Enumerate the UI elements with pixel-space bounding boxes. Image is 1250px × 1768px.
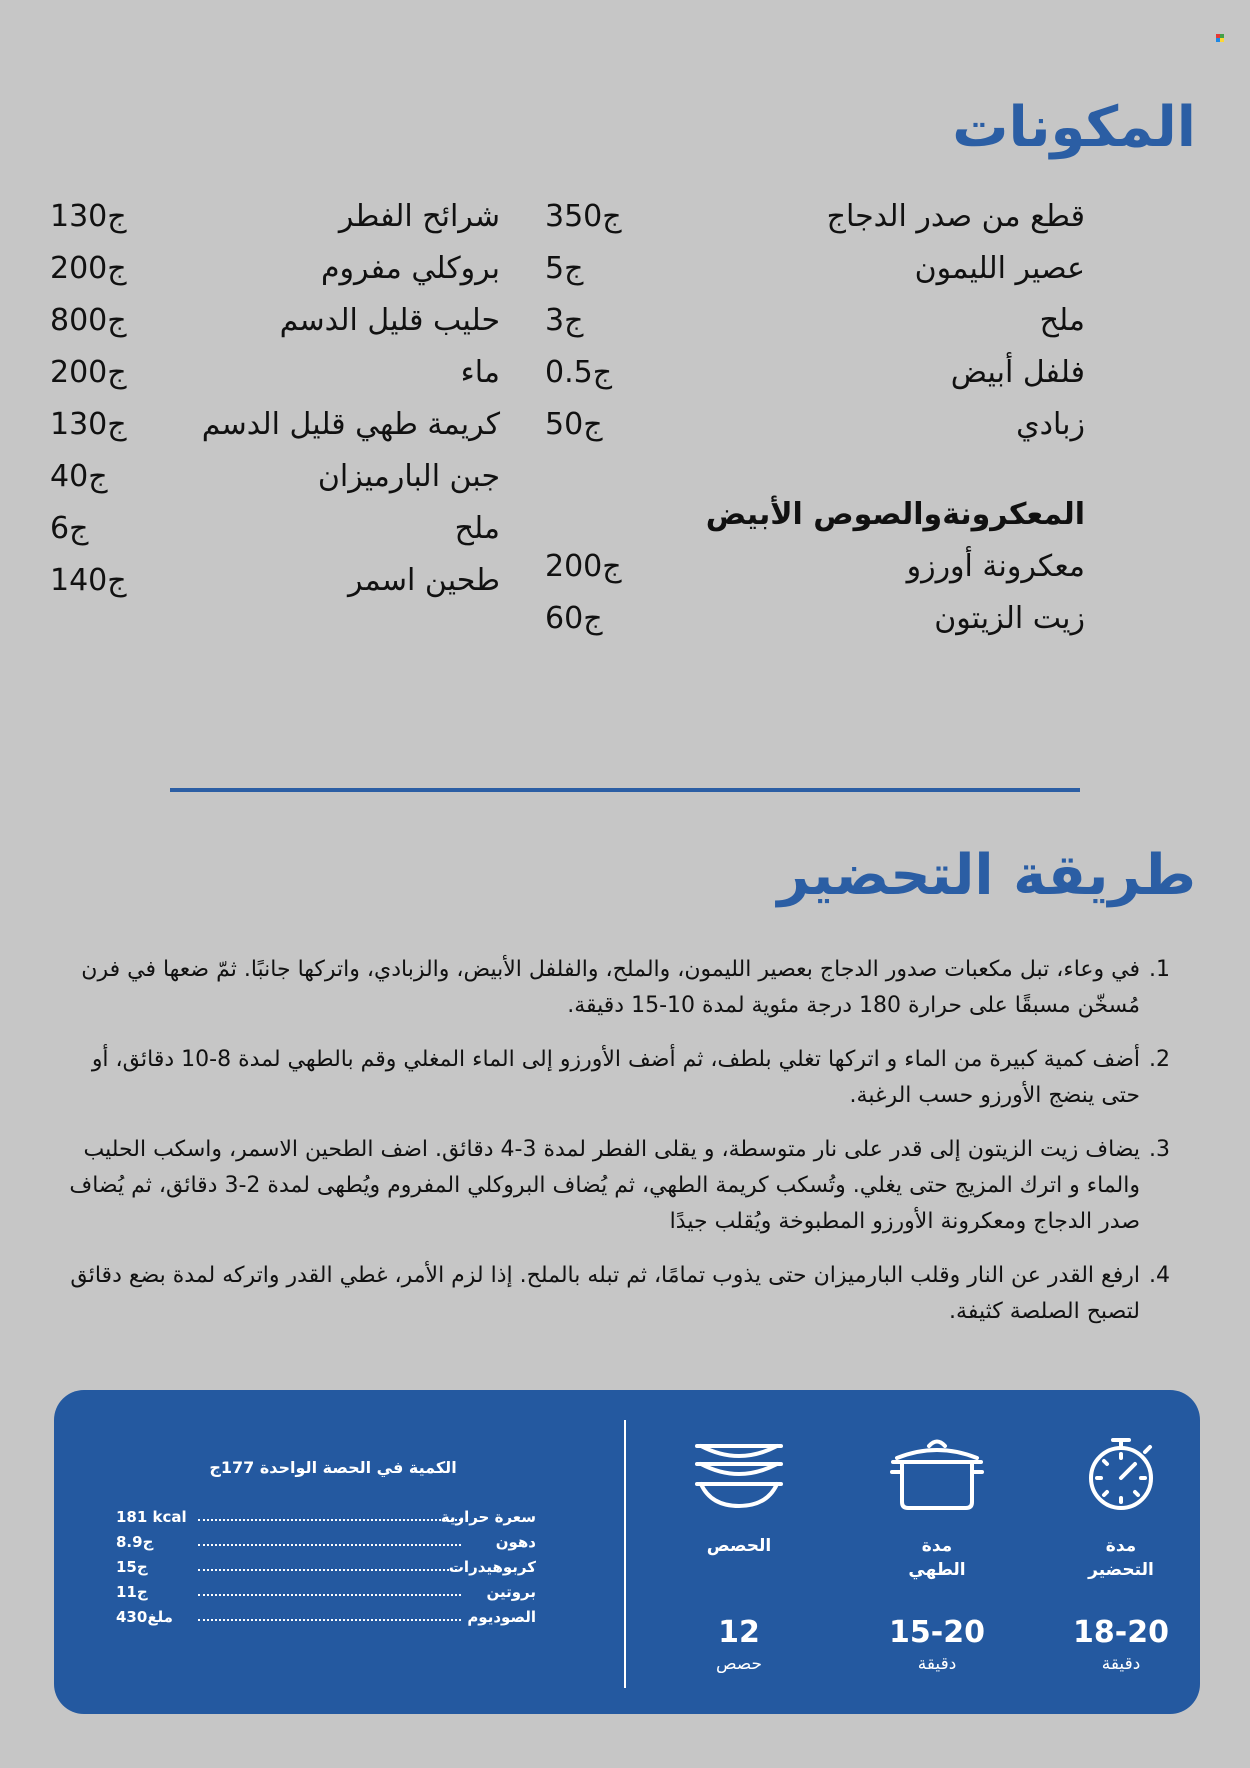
ingredient-name: معكرونة أورزو	[906, 549, 1085, 584]
section-divider	[170, 788, 1080, 792]
ingredient-qty: 200ج	[50, 355, 127, 390]
ingredient-qty: 60ج	[545, 601, 603, 636]
ingredient-qty: 350ج	[545, 199, 622, 234]
nutrition-label: دهون	[495, 1533, 536, 1551]
ingredient-name: حليب قليل الدسم	[279, 303, 500, 338]
nutrition-value: 430ملغ	[116, 1608, 173, 1626]
nutrition-panel	[54, 1390, 1200, 1714]
stat-label-line: مدة	[1105, 1536, 1137, 1556]
step-number: 4.	[1149, 1263, 1170, 1288]
ingredient-qty: 140ج	[50, 563, 127, 598]
ingredient-row	[50, 354, 500, 406]
preparation-step	[60, 1042, 1170, 1114]
stat-servings	[674, 1432, 804, 1676]
nutrition-row	[116, 1533, 536, 1557]
ingredient-name: طحين اسمر	[347, 563, 500, 598]
dotted-leader	[198, 1594, 461, 1596]
ingredient-subheading-row	[545, 496, 1085, 548]
ingredient-qty: 130ج	[50, 199, 127, 234]
ingredient-row	[50, 562, 500, 614]
step-text: يضاف زيت الزيتون إلى قدر على نار متوسطة، و يقلى الفطر لمدة 3-4 دقائق. اضف الطحين الاسمر، واسكب الحليب والماء و اترك المزيج حتى يغلي. وتُسكب كريمة الطهي، ثم يُضاف البروكلي المفروم ويُطهى لمدة 2-3 دقائق، ثم يُضاف صدر الدجاج ومعكرونة الأورزو المطبوخة ويُقلب جيدًا	[69, 1137, 1140, 1234]
preparation-steps	[60, 952, 1170, 1348]
ingredient-qty: 130ج	[50, 407, 127, 442]
serving-size: الكمية في الحصة الواحدة 177ج	[209, 1458, 457, 1477]
nutrition-row	[116, 1583, 536, 1607]
ingredients-right-column	[545, 198, 1085, 652]
ingredient-row	[50, 198, 500, 250]
ingredient-name: ماء	[460, 355, 500, 390]
ingredient-qty: 0.5ج	[545, 355, 613, 390]
ingredient-row	[545, 302, 1085, 354]
dotted-leader	[198, 1619, 461, 1621]
stacked-plates-icon	[689, 1432, 789, 1514]
stat-prep-time	[1056, 1432, 1186, 1676]
ingredient-row	[545, 548, 1085, 600]
stat-cook-time	[872, 1432, 1002, 1676]
preparation-step	[60, 1132, 1170, 1240]
ingredient-qty: 200ج	[50, 251, 127, 286]
stat-label-line: الحصص	[706, 1536, 772, 1556]
nutrition-row	[116, 1608, 536, 1632]
nutrition-row	[116, 1558, 536, 1582]
nutrition-label: كربوهيدرات	[448, 1558, 536, 1576]
ingredient-qty: 40ج	[50, 459, 108, 494]
ingredients-left-column	[50, 198, 500, 614]
nutrition-value: 8.9ج	[116, 1533, 154, 1551]
nutrition-label: بروتين	[486, 1583, 536, 1601]
ingredient-spacer	[545, 458, 1085, 496]
ingredient-qty: 6ج	[50, 511, 89, 546]
ingredient-qty: 5ج	[545, 251, 584, 286]
ingredient-row	[50, 458, 500, 510]
step-text: أضف كمية كبيرة من الماء و اتركها تغلي بلطف، ثم أضف الأورزو إلى الماء المغلي وقم بالطهي لمدة 8-10 دقائق، أو حتى ينضج الأورزو حسب الرغبة.	[91, 1047, 1140, 1108]
stat-value: 18-20	[1073, 1615, 1169, 1650]
nutrition-value: 11ج	[116, 1583, 148, 1601]
stopwatch-icon	[1081, 1432, 1161, 1514]
ingredient-name: ملح	[1039, 303, 1085, 338]
preparation-title: طريقة التحضير	[777, 843, 1196, 908]
nutrition-row	[116, 1508, 536, 1532]
ingredient-row	[545, 198, 1085, 250]
ingredient-row	[50, 302, 500, 354]
ingredient-qty: 3ج	[545, 303, 584, 338]
stat-label	[674, 1534, 804, 1584]
ingredient-row	[545, 406, 1085, 458]
stat-value: 12	[718, 1615, 760, 1650]
ingredient-name: شرائح الفطر	[338, 199, 500, 234]
ingredient-name: زبادي	[1016, 407, 1085, 442]
preparation-step	[60, 1258, 1170, 1330]
panel-divider	[624, 1420, 626, 1688]
dotted-leader	[198, 1544, 461, 1546]
stat-label-line: التحضير	[1088, 1560, 1154, 1580]
nutrition-label: الصوديوم	[467, 1608, 536, 1626]
ingredient-row	[50, 250, 500, 302]
ingredient-name: كريمة طهي قليل الدسم	[201, 407, 500, 442]
ingredient-name: قطع من صدر الدجاج	[826, 199, 1085, 234]
ingredients-title: المكونات	[952, 95, 1196, 160]
dotted-leader	[198, 1519, 461, 1521]
ingredient-qty: 800ج	[50, 303, 127, 338]
stat-unit: دقيقة	[917, 1654, 957, 1674]
cooking-pot-icon	[887, 1432, 987, 1514]
dotted-leader	[198, 1569, 461, 1571]
stat-unit: دقيقة	[1101, 1654, 1141, 1674]
stat-label-line: مدة	[921, 1536, 953, 1556]
nutrition-value: 15ج	[116, 1558, 148, 1576]
stat-label	[872, 1534, 1002, 1584]
ingredient-name: عصير الليمون	[914, 251, 1085, 286]
stat-label-line: الطهي	[908, 1560, 966, 1580]
stat-unit: حصص	[715, 1654, 763, 1674]
preparation-step	[60, 952, 1170, 1024]
stat-label	[1056, 1534, 1186, 1584]
step-text: ارفع القدر عن النار وقلب البارميزان حتى يذوب تمامًا، ثم تبله بالملح. إذا لزم الأمر، غطي القدر واتركه لمدة بضع دقائق لتصبح الصلصة كثيفة.	[70, 1263, 1140, 1324]
step-number: 1.	[1149, 957, 1170, 982]
ingredient-name: ملح	[454, 511, 500, 546]
corner-color-mark	[1216, 34, 1226, 44]
ingredient-row	[545, 354, 1085, 406]
ingredient-row	[50, 406, 500, 458]
ingredient-subheading: المعكرونةوالصوص الأبيض	[705, 497, 1085, 532]
ingredient-row	[545, 600, 1085, 652]
nutrition-label: سعرة حرارية	[440, 1508, 536, 1526]
stat-value: 15-20	[889, 1615, 985, 1650]
step-number: 2.	[1149, 1047, 1170, 1072]
ingredient-qty: 50ج	[545, 407, 603, 442]
ingredient-name: زيت الزيتون	[934, 601, 1085, 636]
nutrition-value: 181 kcal	[116, 1508, 187, 1526]
ingredient-row	[545, 250, 1085, 302]
ingredient-row	[50, 510, 500, 562]
step-number: 3.	[1149, 1137, 1170, 1162]
ingredient-name: جبن البارميزان	[317, 459, 500, 494]
ingredient-name: فلفل أبيض	[950, 355, 1085, 390]
step-text: في وعاء، تبل مكعبات صدور الدجاج بعصير الليمون، والملح، والفلفل الأبيض، والزبادي، واتركها جانبًا. ثمّ ضعها في فرن مُسخّن مسبقًا على حرارة 180 درجة مئوية لمدة 10-15 دقيقة.	[81, 957, 1140, 1018]
ingredient-name: بروكلي مفروم	[320, 251, 500, 286]
ingredient-qty: 200ج	[545, 549, 622, 584]
